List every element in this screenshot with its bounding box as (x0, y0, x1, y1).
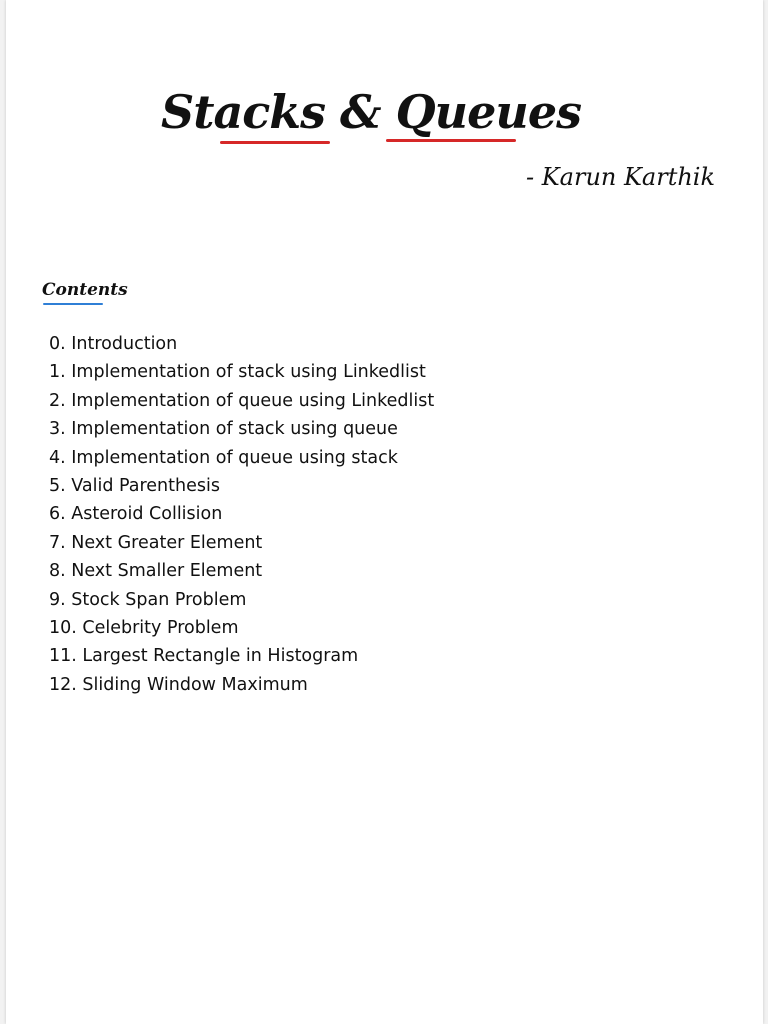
page-title: Stacks & Queues (160, 85, 581, 139)
document-page (6, 0, 763, 1024)
toc-item: 11. Largest Rectangle in Histogram (49, 646, 359, 667)
toc-item: 9. Stock Span Problem (49, 589, 247, 610)
contents-heading: Contents (42, 280, 128, 300)
table-of-contents (49, 330, 434, 699)
toc-item: 12. Sliding Window Maximum (49, 674, 308, 695)
toc-item: 10. Celebrity Problem (49, 617, 239, 638)
toc-item: 6. Asteroid Collision (49, 504, 223, 525)
toc-item: 5. Valid Parenthesis (49, 475, 220, 496)
author-name: - Karun Karthik (526, 163, 716, 191)
toc-item: 7. Next Greater Element (49, 532, 263, 553)
toc-item: 3. Implementation of stack using queue (49, 419, 398, 440)
toc-item: 1. Implementation of stack using Linkedlist (49, 362, 426, 383)
toc-item: 8. Next Smaller Element (49, 561, 263, 582)
toc-item: 0. Introduction (49, 334, 178, 354)
contents-underline (43, 303, 103, 305)
title-underline-left (220, 141, 330, 144)
toc-item: 4. Implementation of queue using stack (49, 447, 398, 468)
title-underline-right (386, 139, 516, 142)
toc-item: 2. Implementation of queue using Linkedlist (49, 390, 435, 411)
